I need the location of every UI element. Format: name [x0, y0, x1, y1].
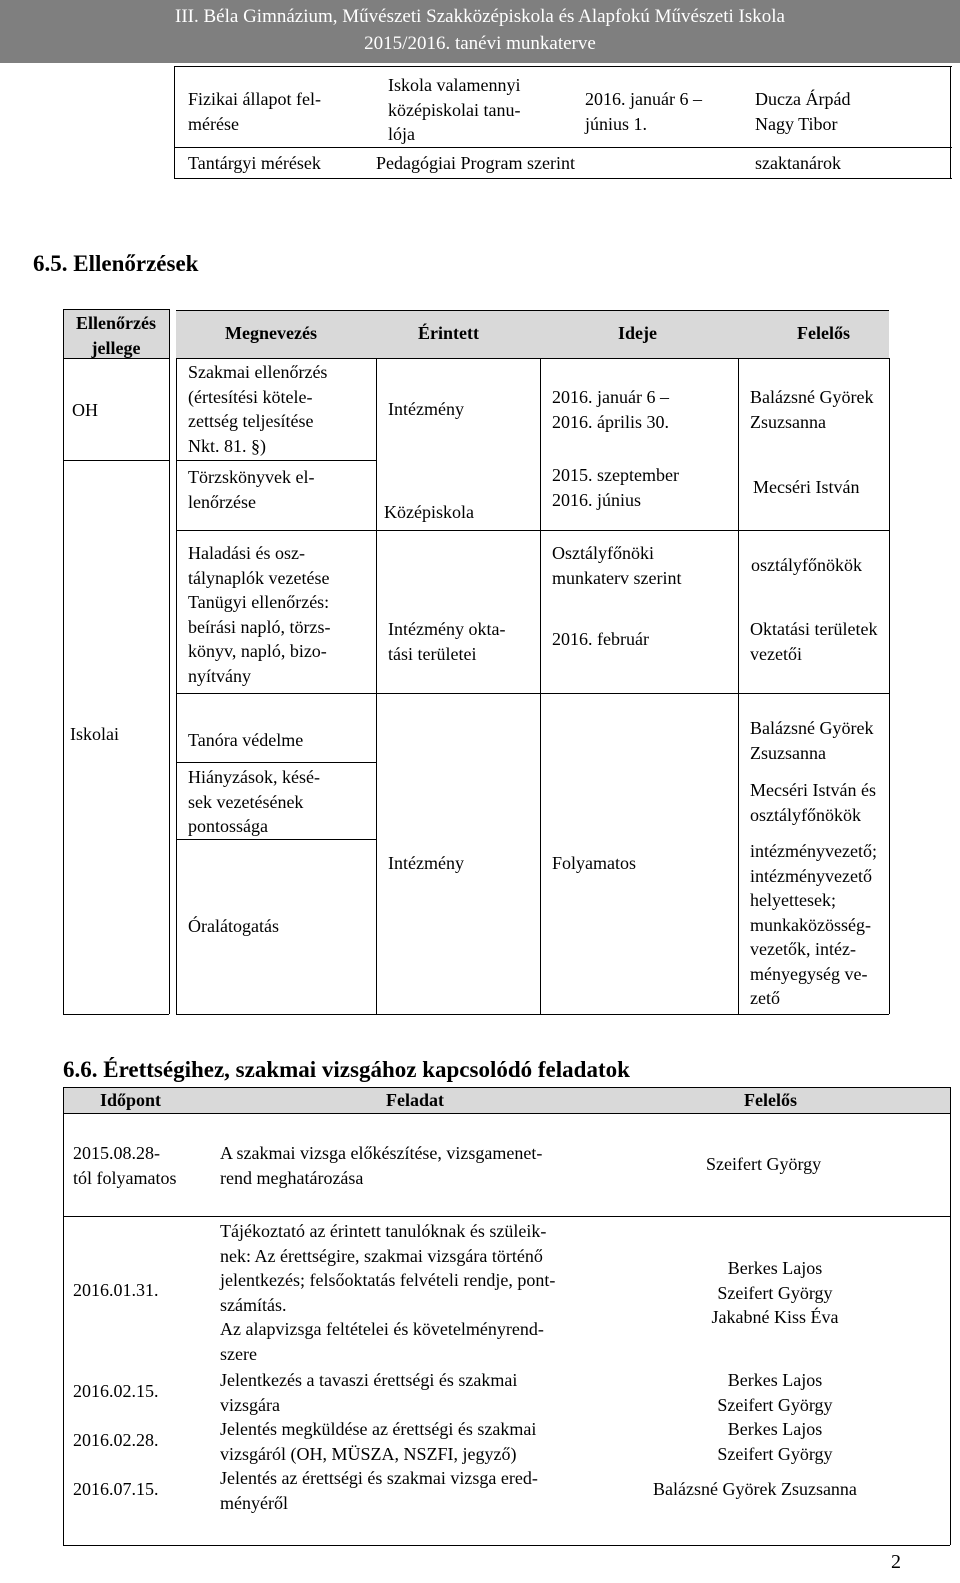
- header-megnevezes: Megnevezés: [225, 323, 317, 343]
- table-row: 2016.02.15.: [73, 1381, 159, 1401]
- table-row: 2016.02.28.: [73, 1430, 159, 1450]
- section-title-erettsegi: 6.6. Érettségihez, szakmai vizsgához kapcsolódó feladatok: [63, 1057, 630, 1082]
- header-year-plan: 2015/2016. tanévi munkaterve: [364, 33, 596, 54]
- header-felelos: Felelős: [797, 323, 850, 343]
- section-title-ellenorzesek: 6.5. Ellenőrzések: [33, 251, 199, 276]
- page-number: 2: [891, 1551, 901, 1573]
- table-row: 2016.01.31.: [73, 1280, 159, 1300]
- header-felelos-66: Felelős: [744, 1090, 797, 1110]
- jellege-oh: OH: [72, 400, 98, 420]
- tantargyi-meresek: Tantárgyi mérések: [188, 153, 321, 173]
- header-idopont: Időpont: [100, 1090, 162, 1110]
- jellege-iskolai: Iskolai: [70, 724, 119, 744]
- header-school-name: III. Béla Gimnázium, Művészeti Szakközépiskola és Alapfokú Művészeti Iskola: [175, 6, 785, 27]
- header-feladat: Feladat: [386, 1090, 444, 1110]
- table-row: 2015.08.28- tól folyamatos: [73, 1143, 177, 1188]
- header-ideje: Ideje: [618, 323, 657, 343]
- header-erintett: Érintett: [418, 323, 479, 343]
- table-row: 2016.07.15.: [73, 1479, 159, 1499]
- page-header: [0, 0, 960, 63]
